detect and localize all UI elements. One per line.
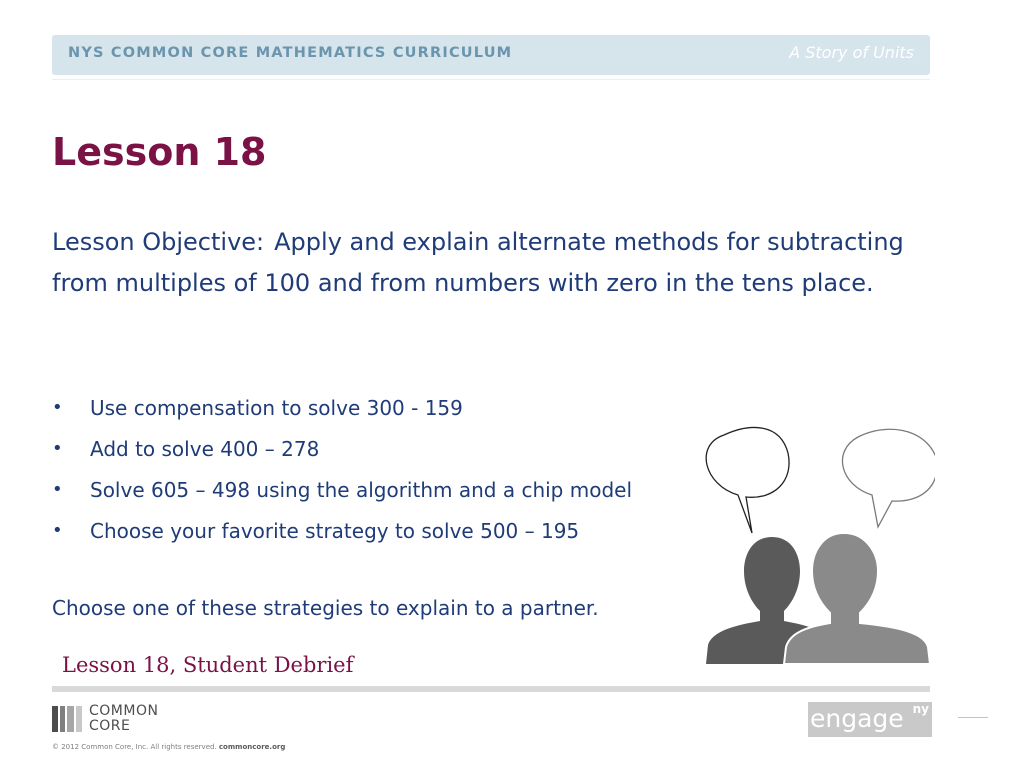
bullet-icon: • [52, 438, 63, 459]
lesson-objective [52, 222, 962, 304]
person-silhouette-icon [784, 533, 930, 664]
bullet-icon: • [52, 520, 63, 541]
objective-label: Lesson Objective: [52, 228, 265, 256]
list-item-text: Add to solve 400 – 278 [90, 437, 320, 461]
list-item-text: Solve 605 – 498 using the algorithm and a chip model [90, 478, 633, 502]
objective-text: Apply and explain alternate methods for subtracting from multiples of 100 and from numbers with zero in the tens place. [52, 228, 904, 297]
strategy-list [52, 392, 632, 556]
logo-line: COMMON [89, 703, 159, 719]
speech-bubble-icon [842, 429, 935, 527]
partners-talking-icon [700, 425, 935, 667]
logo-line: CORE [89, 718, 131, 734]
speech-bubble-icon [706, 428, 789, 533]
curriculum-title: NYS COMMON CORE MATHEMATICS CURRICULUM [68, 45, 513, 61]
closing-instruction: Choose one of these strategies to explain to a partner. [52, 596, 599, 620]
copyright-notice [52, 743, 285, 751]
list-item [52, 392, 632, 433]
bullet-icon: • [52, 397, 63, 418]
engageny-logo [808, 702, 932, 737]
header-divider [52, 79, 930, 80]
list-item [52, 515, 632, 556]
engage-wordmark: engage [810, 704, 904, 733]
common-core-wordmark [89, 704, 158, 734]
list-item [52, 433, 632, 474]
engage-superscript: ny [912, 702, 929, 716]
accent-line [958, 717, 988, 718]
bullet-icon: • [52, 479, 63, 500]
footer-divider [52, 686, 930, 692]
common-core-bars-icon [52, 706, 84, 732]
copyright-text: © 2012 Common Core, Inc. All rights reserved. [52, 743, 217, 751]
student-debrief-label: Lesson 18, Student Debrief [62, 653, 354, 677]
lesson-title: Lesson 18 [52, 130, 267, 174]
list-item-text: Use compensation to solve 300 - 159 [90, 396, 463, 420]
list-item-text: Choose your favorite strategy to solve 500 – 195 [90, 519, 580, 543]
curriculum-header [52, 35, 930, 75]
list-item [52, 474, 632, 515]
curriculum-subtitle: A Story of Units [789, 43, 914, 62]
copyright-link[interactable]: commoncore.org [218, 743, 286, 751]
